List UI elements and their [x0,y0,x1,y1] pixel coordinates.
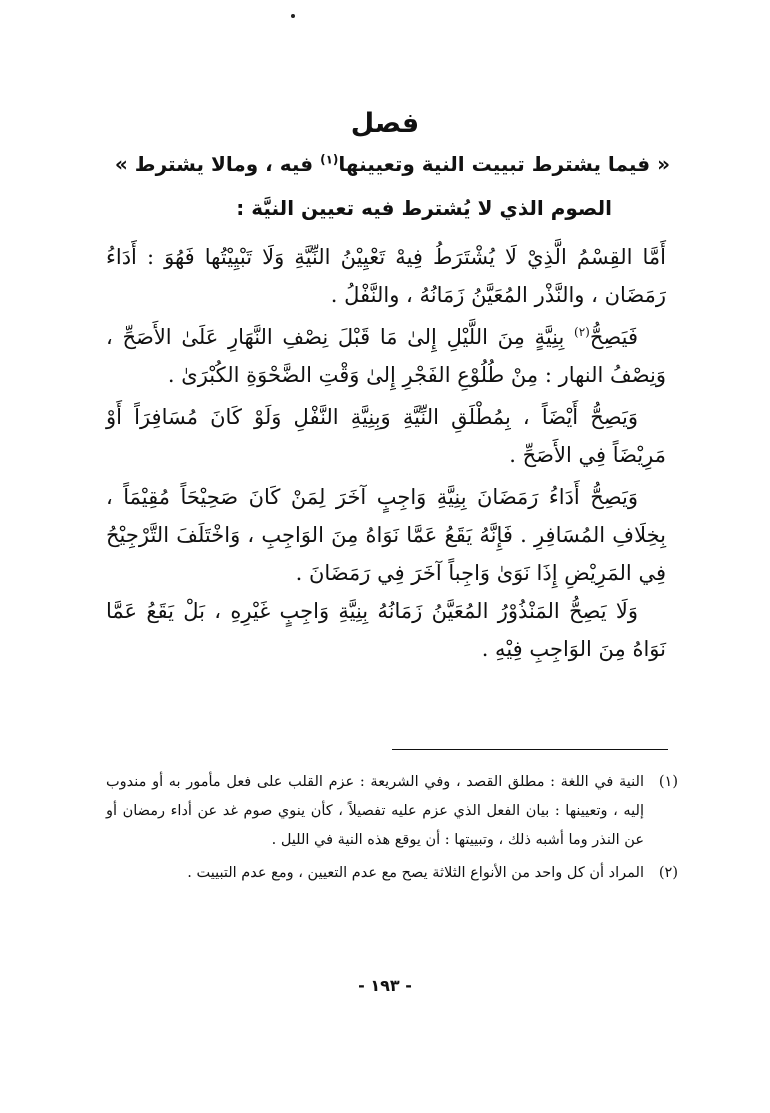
footnote-text: النية في اللغة : مطلق القصد ، وفي الشريعة : عزم القلب على فعل مأمور به أو مندوب إليه ، وتعيينها : بيان الفعل الذي عزم عليه تفصيلاً ، كأن ينوي صوم غد عن أداء رمضان أو عن النذر وما أشبه ذلك ، وتبييتها : أن يوقع هذه النية في الليل . [106,774,644,848]
footnote-number: (١) [658,774,678,790]
paragraph: أَمَّا القِسْمُ الَّذِيْ لَا يُشْتَرَطُ فِيهْ تَعْيِيْنُ النِّيَّةِ وَلَا تَبْيِيْتُها فَهُوَ : أَدَاءُ رَمَضَان ، والنَّذْر المُعَيَّنُ زَمَانُهُ ، والنَّفْلُ . [106,245,666,307]
footnote [106,859,678,888]
subtitle-main: فيما يشترط تبييت النية وتعيينها [338,152,651,176]
paragraph: وَيَصِحُّ أَدَاءُ رَمَضَانَ بِنِيَّةِ وَاجِبٍ آخَرَ لِمَنْ كَانَ صَحِيْحَاً مُقِيْمَاً ، بِخِلَافِ المُسَافِرِ . فَإِنَّهُ يَقَعُ عَمَّا نَوَاهُ مِنَ الوَاجِبِ ، وَاخْتَلَفَ التَّرْجِيْحُ فِي المَرِيْضِ إِذَا نَوَىٰ وَاجِباً آخَرَ فِي رَمَضَانَ . [106,485,666,585]
chapter-subtitle [114,152,670,176]
subtitle-rest: فيه ، ومالا يشترط » [114,152,321,176]
paragraph-rest: بِنِيَّةٍ مِنَ اللَّيْلِ إِلىٰ مَا قَبْلَ نِصْفِ النَّهَارِ عَلَىٰ الأَصَحِّ ، وَنِصْفُ النهار : مِنْ طُلُوْعِ الفَجْرِ إِلىٰ وَقْتِ الضَّحْوَةِ الكُبْرَىٰ . [106,325,666,387]
footnote [106,768,678,855]
chapter-title: فصل [350,108,420,139]
paragraph: وَيَصِحُّ أَيْضَاً ، بِمُطْلَقِ النِّيَّةِ وَبِنِيَّةِ النَّفْلِ وَلَوْ كَانَ مُسَافِرَاً أَوْ مَرِيْضَاً فِي الأَصَحِّ . [106,405,666,467]
body-text [106,238,666,668]
footnote-ref-2: (٢) [574,325,590,339]
ink-speck [291,14,295,18]
footnote-number: (٢) [658,865,678,881]
footnotes [106,768,678,892]
paragraph: وَلَا يَصِحُّ المَنْذُوْرُ المُعَيَّنُ زَمَانُهُ بِنِيَّةِ وَاجِبٍ غَيْرِهِ ، بَلْ يَقَعُ عَمَّا نَوَاهُ مِنَ الوَاجِبِ فِيْهِ . [106,599,666,661]
paragraph-lead: فَيَصِحُّ [589,325,638,349]
footnote-separator [392,749,668,750]
section-heading: الصوم الذي لا يُشترط فيه تعيين النيَّة : [236,196,612,220]
footnote-ref-1: (١) [320,152,339,167]
subtitle-open-quote: « [650,152,670,176]
paragraph [106,318,666,394]
footnote-text: المراد أن كل واحد من الأنواع الثلاثة يصح مع عدم التعيين ، ومع عدم التبييت . [187,865,644,881]
page-number: - ١٩٣ - [358,976,412,995]
